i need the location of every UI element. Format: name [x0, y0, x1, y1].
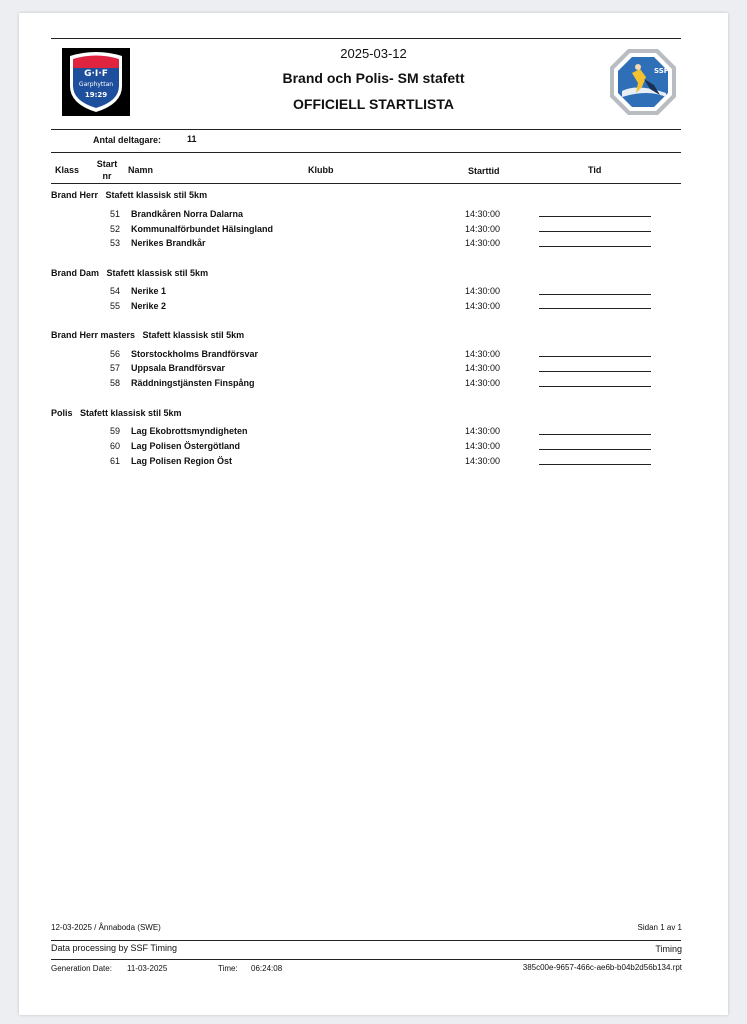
footer-timing: Timing [655, 944, 682, 954]
footer-rule-1 [51, 940, 681, 941]
result-line [539, 386, 651, 387]
generation-date-label: Generation Date: [51, 964, 112, 973]
row-team-name: Nerike 1 [131, 286, 167, 296]
row-team-name: Nerike 2 [131, 301, 167, 311]
row-start-time: 14:30:00 [465, 456, 501, 466]
result-line [539, 231, 651, 232]
participants-label: Antal deltagare: [93, 135, 162, 145]
header-date: 2025-03-12 [340, 46, 407, 61]
row-team-name: Räddningstjänsten Finspång [131, 378, 255, 388]
summary-bottom-rule [51, 152, 681, 153]
row-start-time: 14:30:00 [465, 363, 501, 373]
row-start-time: 14:30:00 [465, 238, 501, 248]
result-line [539, 216, 651, 217]
result-line [539, 449, 651, 450]
result-line [539, 356, 651, 357]
col-klubb: Klubb [308, 165, 334, 175]
row-nr: 57 [109, 363, 120, 373]
logo-right-text: SSF [654, 67, 669, 75]
row-start-time: 14:30:00 [465, 378, 501, 388]
list-title: OFFICIELL STARTLISTA [293, 96, 454, 112]
row-team-name: Kommunalförbundet Hälsingland [131, 224, 274, 234]
footer-rule-2 [51, 959, 681, 960]
row-nr: 53 [109, 238, 120, 248]
row-team-name: Lag Ekobrottsmyndigheten [131, 426, 248, 436]
row-start-time: 14:30:00 [465, 441, 501, 451]
row-start-time: 14:30:00 [465, 286, 501, 296]
result-line [539, 464, 651, 465]
result-line [539, 308, 651, 309]
time-value: 06:24:08 [251, 964, 283, 973]
logo-left-line3: 19:29 [84, 91, 108, 99]
event-title: Brand och Polis- SM stafett [282, 70, 465, 86]
row-nr: 54 [109, 286, 120, 296]
row-team-name: Uppsala Brandförsvar [131, 363, 226, 373]
col-namn: Namn [128, 165, 154, 175]
row-team-name: Lag Polisen Östergötland [131, 441, 241, 451]
row-start-time: 14:30:00 [465, 224, 501, 234]
class-title-brand-dam: Brand Dam Stafett klassisk stil 5km [51, 268, 209, 278]
row-team-name: Lag Polisen Region Öst [131, 456, 233, 466]
row-start-time: 14:30:00 [465, 301, 501, 311]
row-team-name: Brandkåren Norra Dalarna [131, 209, 244, 219]
row-nr: 55 [109, 301, 120, 311]
generation-date-value: 11-03-2025 [127, 964, 168, 973]
top-rule [51, 38, 681, 39]
col-starttid: Starttid [468, 166, 500, 176]
row-nr: 56 [109, 349, 120, 359]
row-start-time: 14:30:00 [465, 209, 501, 219]
time-label: Time: [218, 964, 238, 973]
footer-date-place: 12-03-2025 / Ånnaboda (SWE) [51, 923, 161, 932]
participants-value: 11 [187, 134, 197, 144]
logo-left-line2: Garphyttan [78, 81, 114, 88]
footer-processing: Data processing by SSF Timing [51, 943, 178, 953]
result-line [539, 434, 651, 435]
footer-page-number: Sidan 1 av 1 [637, 923, 682, 932]
class-title-brand-herr-masters: Brand Herr masters Stafett klassisk stil 5km [51, 330, 245, 340]
row-nr: 60 [109, 441, 120, 451]
class-title-polis: Polis Stafett klassisk stil 5km [51, 408, 182, 418]
row-nr: 52 [109, 224, 120, 234]
logo-left-line1: G·I·F [84, 69, 108, 79]
row-start-time: 14:30:00 [465, 349, 501, 359]
row-nr: 61 [109, 456, 120, 466]
document-page [19, 13, 728, 1015]
row-team-name: Nerikes Brandkår [131, 238, 206, 248]
row-start-time: 14:30:00 [465, 426, 501, 436]
result-line [539, 246, 651, 247]
row-nr: 58 [109, 378, 120, 388]
columns-bottom-rule [51, 183, 681, 184]
result-line [539, 371, 651, 372]
class-title-brand-herr: Brand Herr Stafett klassisk stil 5km [51, 190, 208, 200]
row-nr: 51 [109, 209, 120, 219]
header-bottom-rule [51, 129, 681, 130]
col-start-nr-2: nr [102, 171, 112, 181]
report-file-name: 385c00e-9657-466c-ae6b-b04b2d56b134.rpt [522, 963, 682, 972]
row-nr: 59 [109, 426, 120, 436]
row-team-name: Storstockholms Brandförsvar [131, 349, 259, 359]
col-tid: Tid [588, 165, 602, 175]
result-line [539, 294, 651, 295]
col-start-nr-1: Start [96, 159, 118, 169]
col-klass: Klass [55, 165, 80, 175]
